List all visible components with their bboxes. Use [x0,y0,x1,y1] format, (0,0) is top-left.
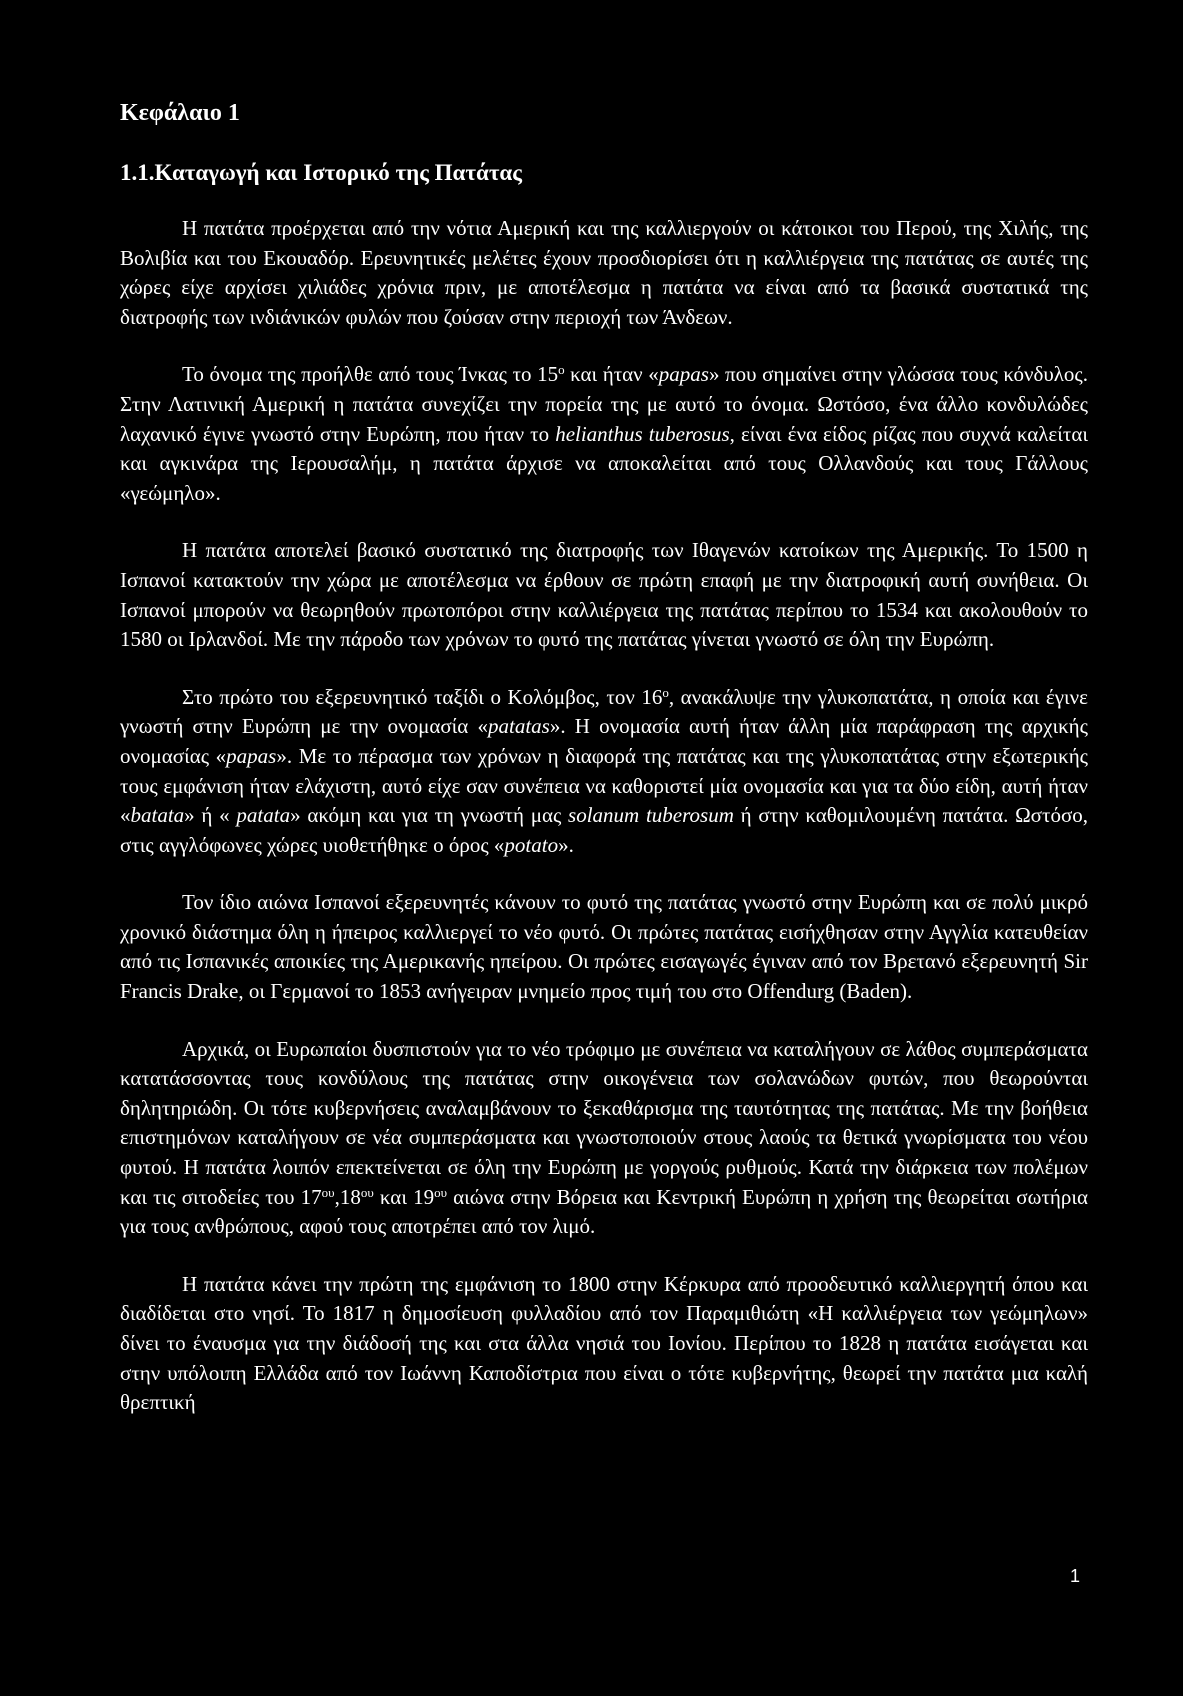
paragraph-spread-europe: Τον ίδιο αιώνα Ισπανοί εξερευνητές κάνουν το φυτό της πατάτας γνωστό στην Ευρώπη και σε πολύ μικρό χρονικό διάστημα όλη η ήπειρος καλλιεργεί το νέο φυτό. Οι πρώτες πατάτας εισήχθησαν στην Αγγλία κατευθείαν από τις Ισπανικές αποικίες της Αμερικανής ηπείρου. Οι πρώτες εισαγωγές έγιναν από τον Βρετανό εξερευνητή Sir Francis Drake, οι Γερμανοί το 1853 ανήγειραν μνημείο προς τιμή του στο Offendurg (Baden). [120,890,1088,1004]
section-title: 1.1.Καταγωγή και Ιστορικό της Πατάτας [120,160,522,185]
paragraph-origin: Η πατάτα προέρχεται από την νότια Αμερική και της καλλιεργούν οι κάτοικοι του Περού, της Χιλής, της Βολιβία και του Εκουαδόρ. Ερευνητικές μελέτες έχουν προσδιορίσει ότι η καλλιέργεια της πατάτας σε αυτές της χώρες είχε αρχίσει χιλιάδες χρόνια πριν, με αποτέλεσμα η πατάτα να είναι από τα βασικά συστατικά της διατροφής των ινδιάνικών φυλών που ζούσαν στην περιοχή των Άνδεων. [120,216,1088,329]
paragraph-spanish-conquest: Η πατάτα αποτελεί βασικό συστατικό της διατροφής των Ιθαγενών κατοίκων της Αμερικής. Το 1500 η Ισπανοί κατακτούν την χώρα με αποτέλεσμα να έρθουν σε πρώτη επαφή με την διατροφική αυτή συνήθεια. Οι Ισπανοί μπορούν να θεωρηθούν πρωτοπόροι στην καλλιέργεια της πατάτας περίπου το 1534 και ακολουθούν το 1580 οι Ιρλανδοί. Με την πάροδο των χρόνων το φυτό της πατάτας γίνεται γνωστό σε όλη την Ευρώπη. [120,538,1088,652]
chapter-title: Κεφάλαιο 1 [120,100,240,126]
paragraph-name-origin: Το όνομα της προήλθε από τους Ίνκας το $15^o$ και ήταν «papas» που σημαίνει στην γλώσσα τους κόνδυλος. Στην Λατινική Αμερική η πατάτα συνεχίζει την πορεία της με αυτό το όνομα. Ωστόσο, ένα άλλο κονδυλώδες λαχανικό έγινε γνωστό στην Ευρώπη, που ήταν το helianthus tuberosus, είναι ένα είδος ρίζας που συχνά καλείται και αγκινάρα της Ιερουσαλήμ, η πατάτα άρχισε να αποκαλείται από τους Ολλανδούς και τους Γάλλους «γεώμηλο». [120,362,1088,505]
paragraph-european-distrust: Αρχικά, οι Ευρωπαίοι δυσπιστούν για το νέο τρόφιμο με συνέπεια να καταλήγουν σε λάθος συμπεράσματα κατατάσσοντας τους κονδύλους της πατάτας στην οικογένεια των σολανώδων φυτών, που θεωρούνται δηλητηριώδη. Οι τότε κυβερνήσεις αναλαμβάνουν το ξεκαθάρισμα της ταυτότητας της πατάτας. Με την βοήθεια επιστημόνων καταλήγουν σε νέα συμπεράσματα και γνωστοποιούν στους λαούς τα θετικά γνωρίσματα του νέου φυτού. Η πατάτα λοιπόν επεκτείνεται σε όλη την Ευρώπη με γοργούς ρυθμούς. Κατά την διάρκεια των πολέμων και τις σιτοδείες του $17^{o\upsilon},18^{o\upsilon}$ και $19^{o\upsilon}$ αιώνα στην Βόρεια και Κεντρική Ευρώπη η χρήση της θεωρείται σωτήρια για τους ανθρώπους, αφού τους αποτρέπει από τον λιμό. [120,1036,1088,1239]
paragraph-columbus: Στο πρώτο του εξερευνητικό ταξίδι ο Κολόμβος, τον $16^o$, ανακάλυψε την γλυκοπατάτα, η οποία και έγινε γνωστή στην Ευρώπη με την ονομασία «patatas». Η ονομασία αυτή ήταν άλλη μία παράφραση της αρχικής ονομασίας «papas». Με το πέρασμα των χρόνων η διαφορά της πατάτας και της γλυκοπατάτας στην εξωτερικής τους εμφάνιση ήταν ελάχιστη, αυτό είχε σαν συνέπεια να καθοριστεί μία ονομασία και για τα δύο είδη, αυτή ήταν «batata» ή « patata» ακόμη και για τη γνωστή μας solanum tuberosum ή στην καθομιλουμένη πατάτα. Ωστόσο, στις αγγλόφωνες χώρες υιοθετήθηκε ο όρος «potato». [120,684,1089,857]
page-number: 1 [1070,1566,1081,1586]
paragraph-greece: Η πατάτα κάνει την πρώτη της εμφάνιση το 1800 στην Κέρκυρα από προοδευτικό καλλιεργητή όπου και διαδίδεται στο νησί. Το 1817 η δημοσίευση φυλλαδίου από τον Παραμιθιώτη «Η καλλιέργεια των γεώμηλων» δίνει το έναυσμα για την διάδοσή της και στα άλλα νησιά του Ιονίου. Περίπου το 1828 η πατάτα εισάγεται και στην υπόλοιπη Ελλάδα από τον Ιωάννη Καποδίστρια που είναι ο τότε κυβερνήτης, θεωρεί την πατάτα μια καλή θρεπτική [120,1271,1088,1415]
body-text [120,214,1088,1446]
